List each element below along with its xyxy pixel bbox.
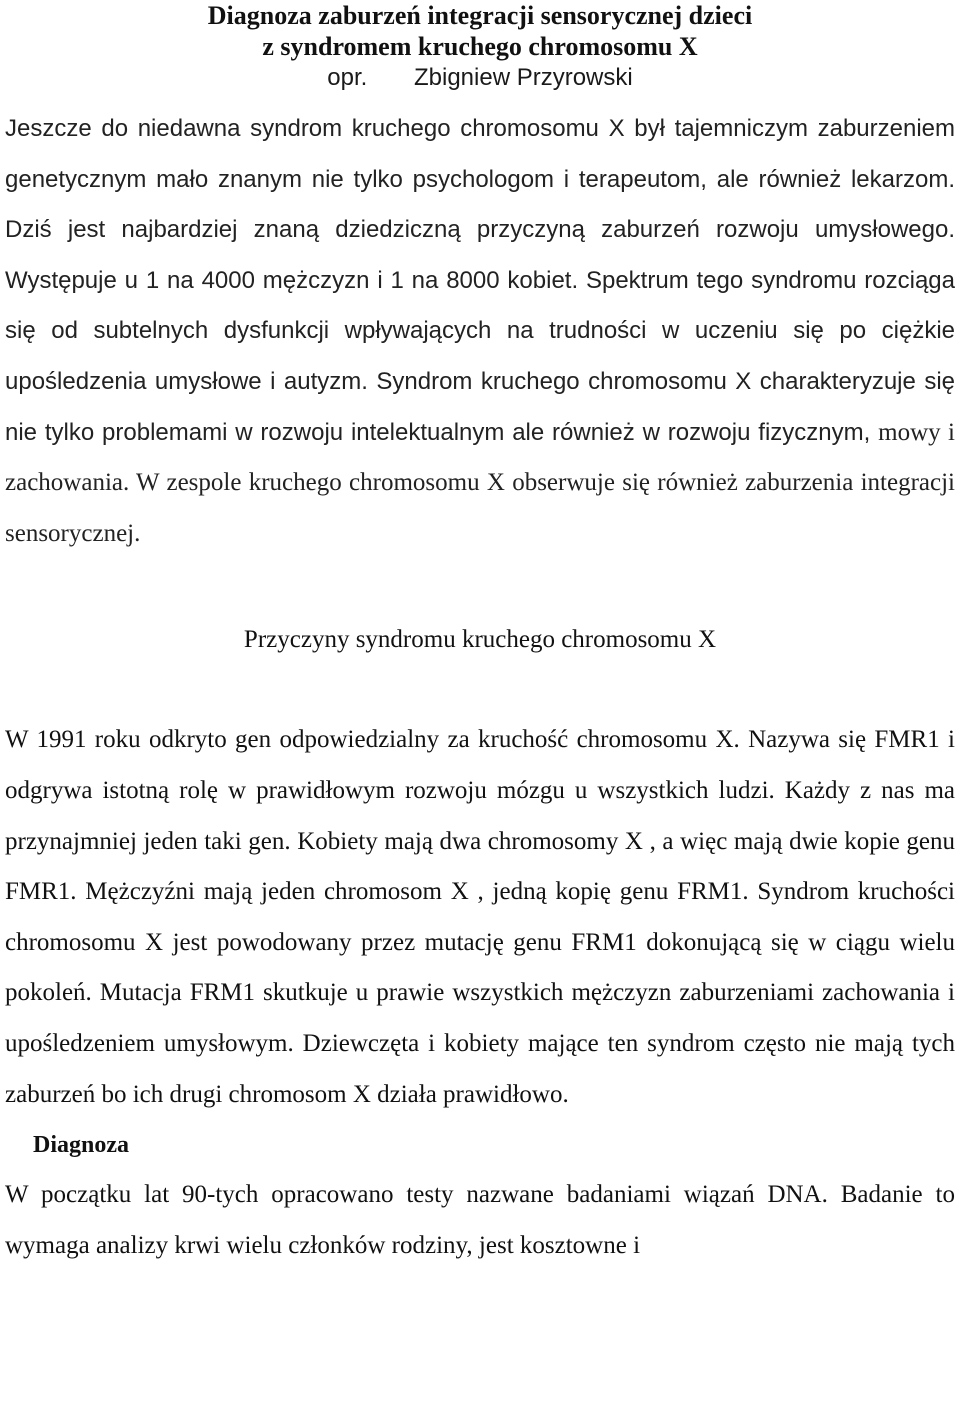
author-prefix: opr. — [327, 64, 368, 91]
document-page — [5, 0, 955, 1271]
author-name: Zbigniew Przyrowski — [413, 64, 633, 91]
section-heading-diagnosis: Diagnoza — [33, 1132, 129, 1159]
intro-paragraph-serif-part: mowy i zachowania. W zespole kruchego chromosomu X obserwuje się również zaburzenia integracji sensorycznej. — [5, 418, 956, 547]
author-line — [5, 64, 955, 92]
intro-paragraph — [5, 104, 955, 559]
intro-paragraph-sans-part: Jeszcze do niedawna syndrom kruchego chromosomu X był tajemniczym zaburzeniem genetycznym mało znanym nie tylko psychologom i terapeutom, ale również lekarzom. Dziś jest najbardziej znaną dziedziczną przyczyną zaburzeń rozwoju umysłowego. Występuje u 1 na 4000 mężczyzn i 1 na 8000 kobiet. Spektrum tego syndromu rozciąga się od subtelnych dysfunkcji wpływających na trudności w uczeniu się po ciężkie upośledzenia umysłowe i autyzm. Syndrom kruchego chromosomu X charakteryzuje się nie tylko problemami w rozwoju intelektualnym ale również w rozwoju fizycznym, — [5, 115, 955, 446]
section-heading-causes: Przyczyny syndromu kruchego chromosomu X — [243, 626, 717, 654]
document-title — [5, 0, 955, 62]
title-line-2: z syndromem kruchego chromosomu X — [262, 32, 698, 61]
causes-paragraph: W 1991 roku odkryto gen odpowiedzialny za kruchość chromosomu X. Nazywa się FMR1 i odgrywa istotną rolę w prawidłowym rozwoju mózgu u wszystkich ludzi. Każdy z nas ma przynajmniej jeden taki gen. Kobiety mają dwa chromosomy X , a więc mają dwie kopie genu FMR1. Mężczyźni mają jeden chromosom X , jedną kopię genu FRM1. Syndrom kruchości chromosomu X jest powodowany przez mutację genu FRM1 dokonującą się w ciągu wielu pokoleń. Mutacja FRM1 skutkuje u prawie wszystkich mężczyzn zaburzeniami zachowania i upośledzeniem umysłowym. Dziewczęta i kobiety mające ten syndrom często nie mają tych zaburzeń bo ich drugi chromosom X działa prawidłowo. — [5, 726, 955, 1108]
title-line-1: Diagnoza zaburzeń integracji sensorycznej dzieci — [207, 1, 753, 30]
diagnosis-paragraph: W początku lat 90-tych opracowano testy nazwane badaniami wiązań DNA. Badanie to wymaga analizy krwi wielu członków rodziny, jest kosztowne i — [5, 1181, 955, 1259]
